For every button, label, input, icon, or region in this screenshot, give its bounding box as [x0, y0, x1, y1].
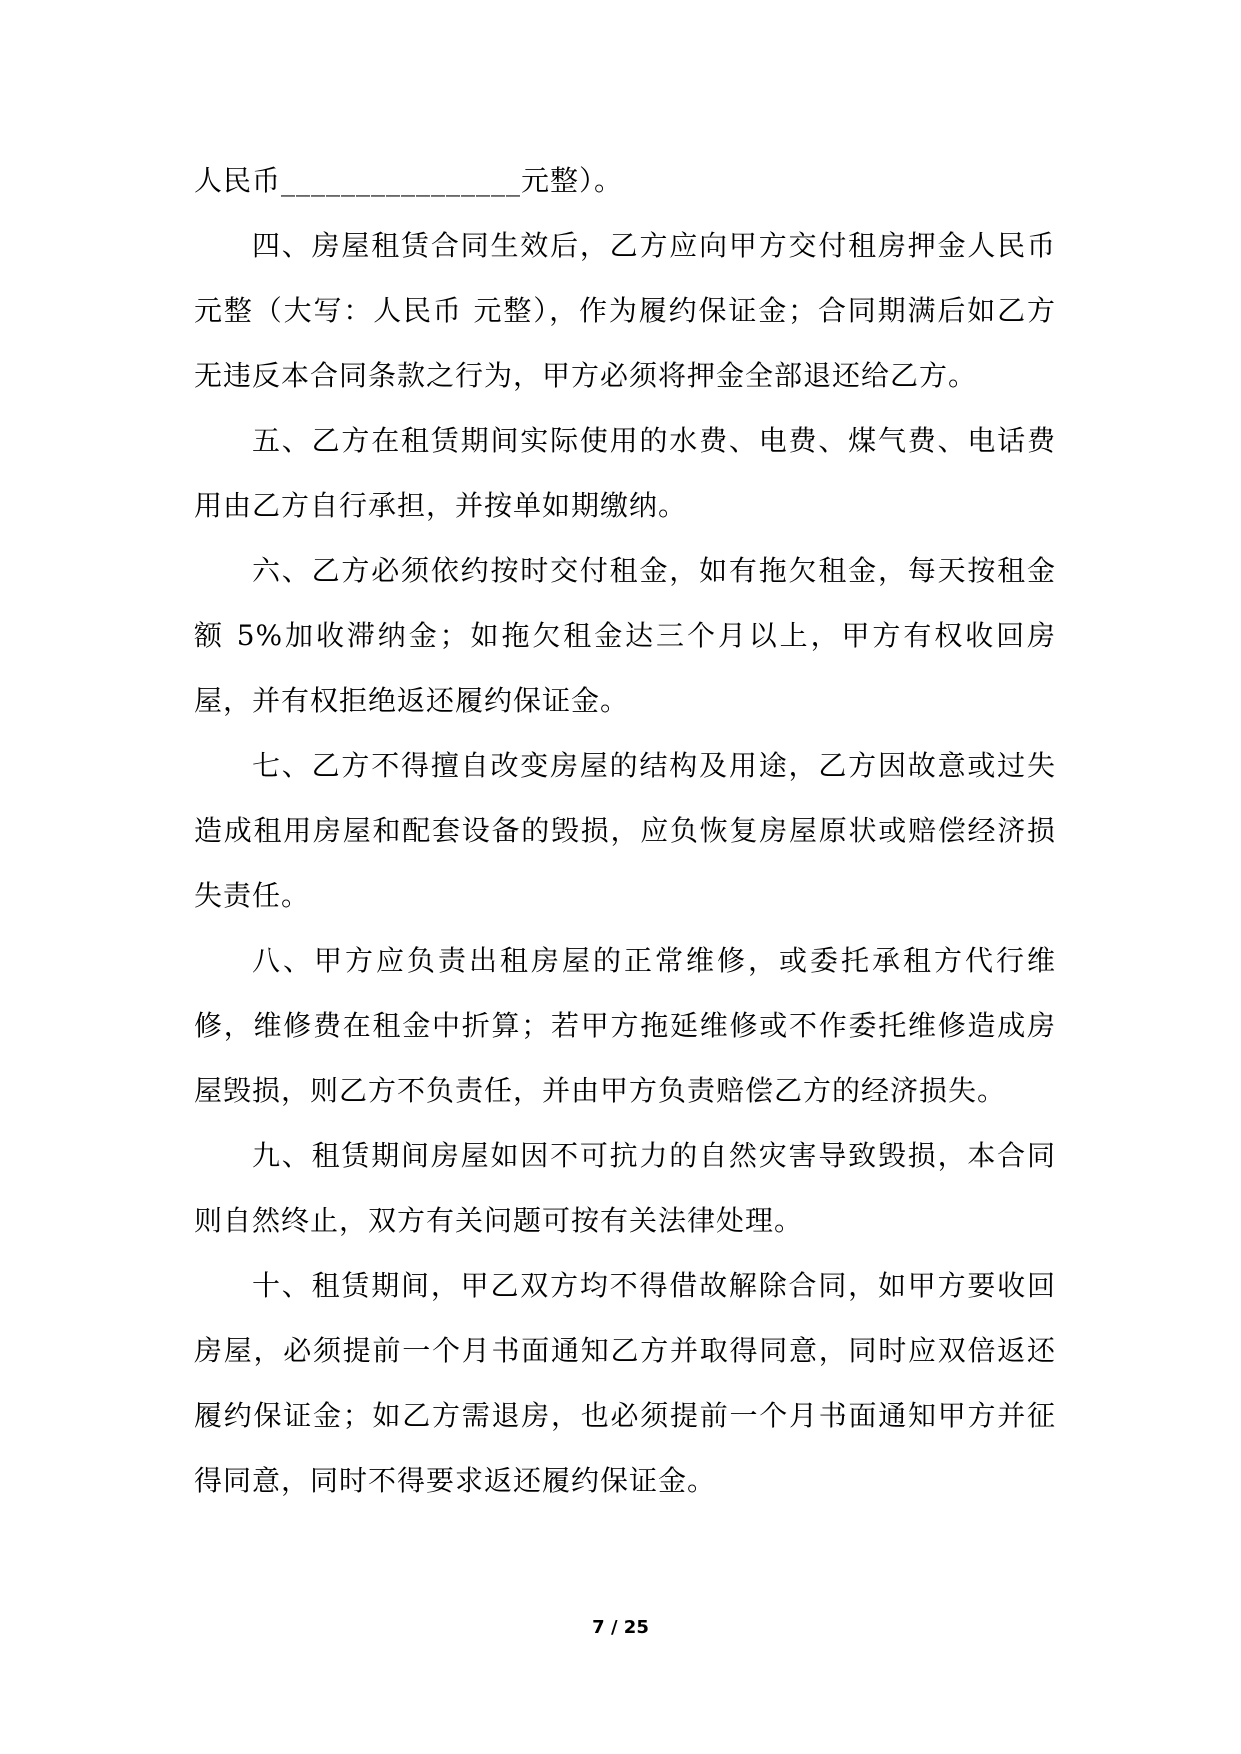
document-body: [194, 148, 1056, 1513]
page-number: 7 / 25: [592, 1617, 649, 1638]
paragraph-clause-10: 十、租赁期间，甲乙双方均不得借故解除合同，如甲方要收回房屋，必须提前一个月书面通知乙方并取得同意，同时应双倍返还履约保证金；如乙方需退房，也必须提前一个月书面通知甲方并征得同意，同时不得要求返还履约保证金。: [194, 1269, 1056, 1497]
paragraph-1: 人民币________________元整）。: [194, 164, 624, 197]
paragraph-clause-5: 五、乙方在租赁期间实际使用的水费、电费、煤气费、电话费用由乙方自行承担，并按单如期缴纳。: [194, 424, 1056, 522]
paragraph-clause-6: 六、乙方必须依约按时交付租金，如有拖欠租金，每天按租金额 5%加收滞纳金；如拖欠租金达三个月以上，甲方有权收回房屋，并有权拒绝返还履约保证金。: [194, 554, 1056, 717]
paragraph-clause-4: 四、房屋租赁合同生效后，乙方应向甲方交付租房押金人民币 元整（大写：人民币 元整），作为履约保证金；合同期满后如乙方无违反本合同条款之行为，甲方必须将押金全部退还给乙方。: [194, 229, 1056, 392]
paragraph-clause-8: 八、甲方应负责出租房屋的正常维修，或委托承租方代行维修，维修费在租金中折算；若甲方拖延维修或不作委托维修造成房屋毁损，则乙方不负责任，并由甲方负责赔偿乙方的经济损失。: [194, 944, 1056, 1107]
paragraph-clause-9: 九、租赁期间房屋如因不可抗力的自然灾害导致毁损，本合同则自然终止，双方有关问题可按有关法律处理。: [194, 1139, 1056, 1237]
paragraph-clause-7: 七、乙方不得擅自改变房屋的结构及用途，乙方因故意或过失造成租用房屋和配套设备的毁损，应负恢复房屋原状或赔偿经济损失责任。: [194, 749, 1056, 912]
